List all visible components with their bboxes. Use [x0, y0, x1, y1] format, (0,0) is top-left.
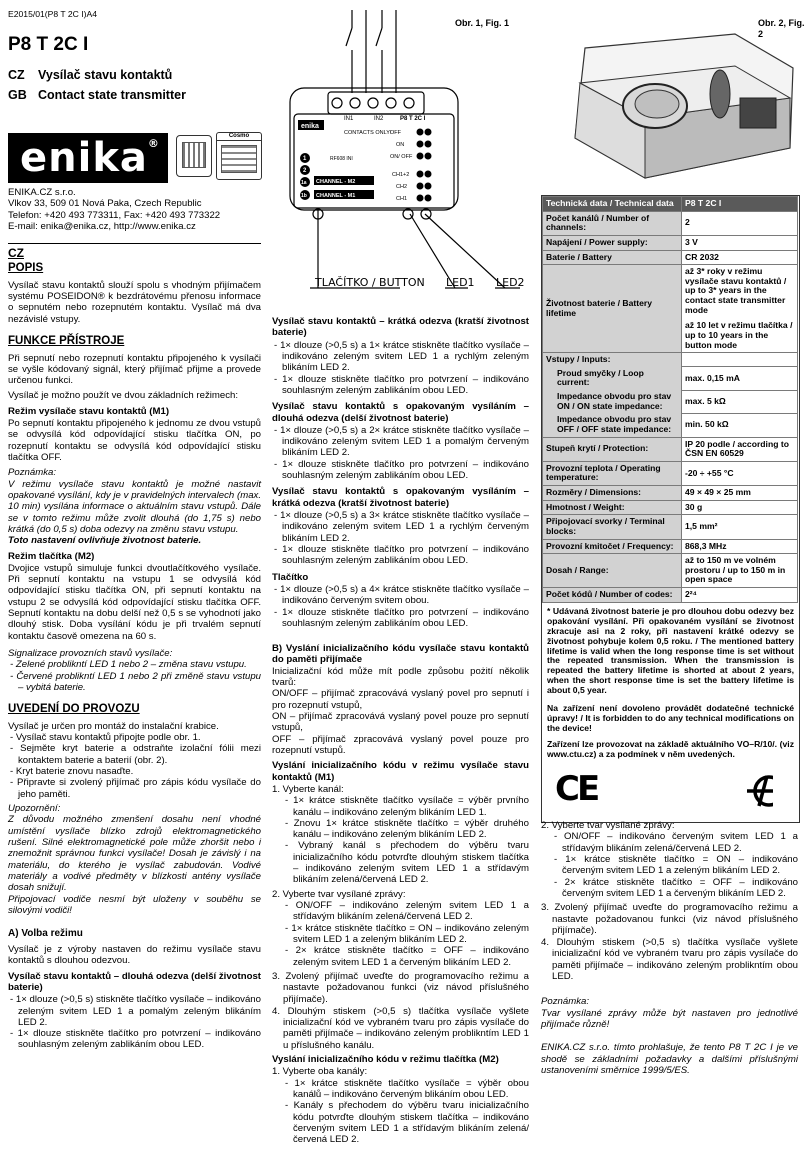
section-divider: [8, 243, 261, 244]
spec-value: -20 ÷ +55 °C: [682, 461, 798, 485]
m1-heading: Režim vysílače stavu kontaktů (M1): [8, 405, 170, 417]
enika-logo: enika®: [8, 133, 168, 183]
popis-heading: POPIS: [8, 262, 44, 275]
fig1-ch-m1: CHANNEL - M1: [316, 193, 356, 199]
product-title: P8 T 2C I: [8, 34, 89, 55]
warning-heading: Upozornění:: [8, 803, 61, 815]
fig1-off: OFF: [390, 130, 401, 136]
spec-value-line: až 3* roky v režimu vysílače stavu kontaktů / up to 3* years in the contact state transmitter mode: [685, 266, 787, 315]
list-item: - 1× krátce stiskněte tlačítko vysílače = výběr prvního kanálu – indikováno zeleným blikáním LED 1.: [283, 795, 529, 818]
init-m1-heading: Vyslání inicializačního kódu v režimu vysílače stavu kontaktů (M1): [272, 760, 529, 783]
declaration: ENIKA.CZ s.r.o. tímto prohlašuje, že tento P8 T 2C I je ve shodě se základními požadavky a dalšími příslušnými ustanoveními směrnice 1999/5/ES.: [541, 1042, 798, 1076]
list-item: - Vysílač stavu kontaktů připojte podle obr. 1.: [8, 732, 261, 743]
note2-heading: Poznámka:: [541, 996, 589, 1008]
spec-value: [682, 353, 798, 367]
spec-key: Stupeň krytí / Protection:: [543, 437, 682, 461]
list-item: - Sejměte kryt baterie a odstraňte izolační fólii mezi kontaktem baterie a baterií (obr. 2).: [8, 743, 261, 766]
spec-key: Impedance obvodu pro stav OFF / OFF state impedance:: [543, 413, 682, 437]
step-4: 4. Dlouhým stiskem (>0,5 s) tlačítka vysílače vyšlete inicializační kód ve vybraném tvaru pro zápis vysílače do paměti přijímače – indikováno zeleným problikntím LED 1 u příslušného kanálu.: [272, 1005, 529, 1051]
wireless-class-icon: [743, 774, 791, 808]
spec-notes: [542, 603, 799, 823]
spec-value: max. 5 kΩ: [682, 390, 798, 413]
fig1-ch2: CH2: [396, 184, 408, 190]
ctu-note: Zařízení lze provozovat na základě aktuálního VO–R/10/. (viz www.ctu.cz) a za podmínek v něm uvedených.: [547, 739, 794, 760]
list-item: - 1× krátce stiskněte tlačítko = ON – indikováno zeleným svitem LED 1 a zeleným blikáním LED 2.: [283, 923, 529, 946]
list-item: - ON/OFF – indikováno zeleným svitem LED 1 a střídavým blikáním zelená/červená LED 2.: [283, 900, 529, 923]
signal-heading: Signalizace provozních stavů vysílače:: [8, 648, 173, 660]
column-2: [272, 313, 529, 1149]
fig1-led2: LED2: [496, 276, 525, 289]
company-email: E-mail: enika@enika.cz, http://www.enika.cz: [8, 220, 196, 232]
long-response-heading: Vysílač stavu kontaktů – dlouhá odezva (delší životnost baterie): [8, 970, 261, 993]
warning-text: Z důvodu možného zmenšení dosahu není vhodné umístění vysílače blízko zdrojů elektromagnetického rušení. Silné elektromagnetické pole může zhoršit nebo i znemožnit správnou funkci vysílače! Dosah je závislý i na materiálu, do kterého je vysílač zabudován. Vodivé materiály a vodivé předměty v blízkosti antény vysílače dosah snižují.: [8, 814, 261, 894]
init-onoff: ON/OFF – přijímač zpracovává vyslaný povel pro sepnutí i pro rozepnutí vstupů,: [272, 688, 529, 711]
spec-value: 1,5 mm²: [682, 515, 798, 539]
cz-heading: CZ: [8, 246, 24, 260]
wiring-diagram: [270, 8, 530, 298]
fig1-in2: IN2: [374, 116, 384, 122]
init-m2-heading: Vyslání inicializačního kódu v režimu tlačítka (M2): [272, 1054, 499, 1066]
note2-text: Tvar vysílané zprávy může být nastaven pro jednotlivé přijímače různě!: [541, 1007, 798, 1030]
fig1-button-label: TLAČÍTKO / BUTTON: [315, 276, 425, 289]
step-3: 3. Zvolený přijímač uveďte do programovacího režimu a nastavte požadovanou funkci (viz návod příslušného přijímače).: [272, 970, 529, 1005]
step-2-list: [272, 900, 529, 968]
repeat-long-heading: Vysílač stavu kontaktů s opakovaným vysíláním – dlouhá odezva (delší životnost baterie): [272, 401, 529, 424]
short-response-list: [272, 340, 529, 397]
list-item: - ON/OFF – indikováno červeným svitem LED 1 a střídavým blikáním zelená/červená LED 2.: [552, 831, 798, 854]
fig1-rf: RF608 INI: [330, 156, 353, 162]
step-1-list: [272, 795, 529, 886]
uvedeni-list: [8, 732, 261, 800]
battery-photo: [545, 28, 800, 193]
company-block: [8, 187, 263, 232]
note-bold: Toto nastavení ovlivňuje životnost baterie.: [8, 535, 202, 547]
spec-value: až to 150 m ve volném prostoru / up to 150 m in open space: [682, 554, 798, 588]
spec-value: IP 20 podle / according to ČSN EN 60529: [682, 437, 798, 461]
list-item: - 1× krátce stiskněte tlačítko vysílače = výběr obou kanálů – indikováno červeným blikáním obou LED.: [283, 1078, 529, 1101]
company-name: ENIKA.CZ s.r.o.: [8, 187, 76, 198]
list-item: - 1× dlouze stiskněte tlačítko pro potvrzení – indikováno souhlasným zeleným zablikáním obou LED.: [8, 1028, 261, 1051]
note-text: V režimu vysílače stavu kontaktů je možné nastavit opakované vysílání, kdy je v pravidelných intervalech (max. 10 min) vysílána informace o aktuálním stavu vstupů. Dále se v tomto režimu může zvolit dlouhá (do 1,75 s) nebo krátká (do 0,5 s) doba odezvy na změnu stavu vstupu.: [8, 478, 261, 535]
list-item: - 1× dlouze stiskněte tlačítko pro potvrzení – indikováno souhlasným zeleným zablikáním obou LED.: [272, 544, 529, 567]
spec-key: Připojovací svorky / Terminal blocks:: [543, 515, 682, 539]
m2-step-2-list: [541, 831, 798, 899]
list-item: - 1× dlouze (>0,5 s) a 4× krátce stiskněte tlačítko vysílače – indikováno červeným svitem obou.: [272, 584, 529, 607]
repeat-short-list: [272, 510, 529, 567]
spec-value: 49 × 49 × 25 mm: [682, 486, 798, 501]
m2-step-1-list: [272, 1078, 529, 1146]
list-item: - 1× dlouze (>0,5 s) a 1× krátce stiskněte tlačítko vysílače – indikováno zeleným svitem LED 1 a rychlým zeleným blikáním LED 2.: [272, 340, 529, 374]
uvedeni-heading: UVEDENÍ DO PROVOZU: [8, 703, 140, 716]
spec-key: Napájení / Power supply:: [543, 235, 682, 250]
spec-table: [542, 196, 798, 603]
funkce-text-2: Vysílač je možno použít ve dvou základních režimech:: [8, 390, 239, 402]
step-2: 2. Vyberte tvar vysílané zprávy:: [272, 888, 406, 900]
fig1-n2: 2: [303, 168, 307, 174]
funkce-heading: FUNKCE PŘÍSTROJE: [8, 334, 125, 347]
short-response-heading: Vysílač stavu kontaktů – krátká odezva (kratší životnost baterie): [272, 316, 529, 339]
spec-value: 30 g: [682, 500, 798, 515]
list-item: - Kryt baterie znovu nasaďte.: [8, 766, 261, 777]
spec-value: 2²⁴: [682, 588, 798, 603]
list-item: - Znovu 1× krátce stiskněte tlačítko = výběr druhého kanálu – indikováno zeleným blikáním LED 2.: [283, 818, 529, 841]
spec-key: Rozměry / Dimensions:: [543, 486, 682, 501]
list-item: - Červené problikntí LED 1 nebo 2 při změně stavu vstupu – vybitá baterie.: [8, 671, 261, 694]
m2-text: Dvojice vstupů simuluje funkci dvoutlačítkového vysílače. Při sepnutí kontaktu na vstupu 1 se odvysílá kód odpovídající stisku tlačítka ON, při sepnutí kontaktu na vstupu 2 se odvysílá kód odpovídající stisku tlačítka OFF. Sepnutí kontaktu na dobu delší než 0,5 s se vyhodnotí jako dlouhý stisk. Doba vysílání kódu je při trvalém sepnutí kontaktu časově omezena na 60 s.: [8, 562, 261, 642]
init-code-text: Inicializační kód může mít podle způsobu pożití několik tvarů:: [272, 665, 529, 689]
fig1-brand: enika: [301, 123, 319, 130]
popis-text: Vysílač stavu kontaktů slouží spolu s vhodným přijímačem systému POSEIDON® k bezdrátovému přenosu informace o sepnutém nebo rozepnutém kontaktu. Vysílač má dva nezávislé vstupy.: [8, 279, 261, 325]
title-gb: Contact state transmitter: [38, 88, 186, 102]
warning-text-2: Připojovací vodiče nesmí být uloženy v souběhu se silovými vodiči!: [8, 893, 261, 916]
uvedeni-text: Vysílač je určen pro montáž do instalační krabice.: [8, 720, 219, 732]
ce-mark-icon: CE: [555, 769, 598, 810]
list-item: - 2× krátce stiskněte tlačítko = OFF – indikováno červeným svitem LED 1 a červeným blikáním LED 2.: [552, 877, 798, 900]
battery-note: * Udávaná životnost baterie je pro dlouhou dobu odezvy bez opakování vysílání. Při opakovaném vysílání se životnost zkracuje asi na 2 roky, při nastavení krátké odezvy se životnost pohybuje kolem 0,5 roku. / The mentioned battery lifetime is valid when the long response time is set without the repeated transmission. When the transmission is repeated the battery lifetime is shorted at about 2 years, when the short response time is set the battery lifetime is about 0,5 year.: [547, 605, 794, 696]
device-side-icon: Cosmo: [216, 132, 262, 180]
m1-text: Po sepnutí kontaktu připojeného k jednomu ze dvou vstupů se odvysílá kód odpovídající stisku tlačítka ON, po rozepnutí kontaktu se odvysílá kód odpovídající stisku tlačítka OFF.: [8, 418, 261, 464]
spec-key: Hmotnost / Weight:: [543, 500, 682, 515]
spec-key: Provozní kmitočet / Frequency:: [543, 539, 682, 554]
fig1-on: ON: [396, 142, 405, 148]
fig1-n1: 1: [303, 156, 307, 162]
funkce-text-1: Při sepnutí nebo rozepnutí kontaktu připojeného k vysílači se vyšle kódovaný signál, který přijímač přijme a provede určenou funkci.: [8, 352, 261, 387]
spec-key: Impedance obvodu pro stav ON / ON state impedance:: [543, 390, 682, 413]
spec-key: Životnost baterie / Battery lifetime: [543, 265, 682, 353]
button-mode-heading: Tlačítko: [272, 571, 309, 583]
step-1: 1. Vyberte kanál:: [272, 783, 344, 795]
marks-row: [547, 764, 794, 818]
spec-key: Dosah / Range:: [543, 554, 682, 588]
column-1: [8, 246, 261, 1054]
spec-value: CR 2032: [682, 250, 798, 265]
list-item: - 1× dlouze (>0,5 s) a 3× krátce stiskněte tlačítko vysílače – indikováno zeleným svitem LED 1 a rychlým červeným blikáním LED 2.: [272, 510, 529, 544]
fig1-in1: IN1: [344, 116, 354, 122]
fig1-caption: Obr. 1, Fig. 1: [455, 18, 510, 28]
list-item: - 1× dlouze stiskněte tlačítko pro potvrzení – indikováno souhlasným zeleným zablikáním obou LED.: [272, 459, 529, 482]
long-response-list: [8, 994, 261, 1051]
list-item: - Zelené problikntí LED 1 nebo 2 – změna stavu vstupu.: [8, 659, 261, 670]
volba-text: Vysílač je z výroby nastaven do režimu vysílače stavu kontaktů s dlouhou odezvou.: [8, 943, 261, 967]
fig1-onoff: ON/ OFF: [390, 154, 413, 160]
m2-step-4: 4. Dlouhým stiskem (>0,5 s) tlačítka vysílače vyšlete inicializační kód ve vybraném tvaru pro zápis vysílače do paměti přijímače – indikováno zeleným problikntím obou LED.: [541, 937, 798, 983]
lang-cz: CZ: [8, 68, 25, 82]
list-item: - Kanály s přechodem do výběru tvaru inicializačního kódu potvrďte dlouhým stiskem tlačítka – indikováno červeným svitem LED 1 a střídavým blikáním zelená/červená LED 2.: [283, 1100, 529, 1145]
spec-value: min. 50 kΩ: [682, 413, 798, 437]
spec-panel: [541, 195, 800, 823]
spec-key: Vstupy / Inputs:: [543, 353, 682, 367]
spec-value: 868,3 MHz: [682, 539, 798, 554]
list-item: - 1× dlouze (>0,5 s) stiskněte tlačítko vysílače – indikováno zeleným svitem LED 1 a pomalým zeleným blikáním LED 2.: [8, 994, 261, 1028]
fig1-ch1: CH1: [396, 196, 408, 202]
fig1-ch12: CH1+2: [392, 172, 410, 178]
m2-step-2: 2. Vyberte tvar vysílané zprávy:: [541, 820, 675, 831]
spec-value: [682, 265, 798, 353]
doc-code: E2015/01(P8 T 2C I)A4: [8, 9, 98, 19]
fig1-n1a: 1a: [301, 180, 307, 186]
spec-value: 3 V: [682, 235, 798, 250]
list-item: - Připravte si zvolený přijímač pro zápis kódu vysílače do jeho paměti.: [8, 777, 261, 800]
fig1-model: P8 T 2C I: [400, 116, 426, 122]
spec-key: Provozní teplota / Operating temperature:: [543, 461, 682, 485]
modification-warning: Na zařízení není dovoleno provádět dodatečné technické úpravy! / It is forbidden to do any technical modifications on the device!: [547, 703, 794, 734]
company-address: Vlkov 33, 509 01 Nová Paka, Czech Republic: [8, 198, 202, 210]
spec-key: Počet kódů / Number of codes:: [543, 588, 682, 603]
fig1-ch-m2: CHANNEL - M2: [316, 179, 356, 185]
list-item: - 1× dlouze stiskněte tlačítko pro potvrzení – indikováno souhlasným zeleným zablikáním obou LED.: [272, 607, 529, 630]
lang-gb: GB: [8, 88, 27, 102]
spec-key: Počet kanálů / Number of channels:: [543, 211, 682, 235]
fig1-contacts: CONTACTS ONLY!: [344, 130, 392, 136]
init-off: OFF – přijímač zpracovává vyslaný povel pouze pro rozepnutí vstupů.: [272, 733, 529, 756]
init-on: ON – přijímač zpracovává vyslaný povel pouze pro sepnutí vstupů,: [272, 711, 529, 734]
spec-key: Baterie / Battery: [543, 250, 682, 265]
fig2-caption: Obr. 2, Fig. 2: [758, 18, 805, 39]
button-mode-list: [272, 584, 529, 629]
volba-heading: A) Volba režimu: [8, 928, 83, 940]
device-front-icon: [176, 135, 212, 177]
m2-step-1: 1. Vyberte oba kanály:: [272, 1066, 368, 1078]
list-item: - 1× krátce stiskněte tlačítko = ON – indikováno červeným svitem LED 1 a zeleným blikáním LED 2.: [552, 854, 798, 877]
spec-value: 2: [682, 211, 798, 235]
init-code-heading: B) Vyslání inicializačního kódu vysílače stavu kontaktů do paměti přijímače: [272, 643, 529, 666]
list-item: - 1× dlouze stiskněte tlačítko pro potvrzení – indikováno souhlasným zeleným zablikáním obou LED.: [272, 374, 529, 397]
company-phone: Telefon: +420 493 773311, Fax: +420 493 773322: [8, 209, 221, 221]
spec-key: Proud smyčky / Loop current:: [543, 367, 682, 390]
list-item: - Vybraný kanál s přechodem do výběru tvaru inicializačního kódu potvrďte dlouhým stiskem tlačítka – indikováno zeleným svitem LED 1 a střídavým blikáním zelená/červená LED 2.: [283, 840, 529, 885]
list-item: - 2× krátce stiskněte tlačítko = OFF – indikováno zeleným svitem LED 1 a červeným blikáním LED 2.: [283, 945, 529, 968]
spec-header-value: P8 T 2C I: [682, 197, 798, 212]
spec-value-line: až 10 let v režimu tlačítka / up to 10 years in the button mode: [685, 320, 793, 350]
repeat-long-list: [272, 425, 529, 482]
fig1-led1: LED1: [446, 276, 475, 289]
title-cz: Vysílač stavu kontaktů: [38, 68, 173, 82]
column-3-bottom: [541, 820, 798, 1080]
spec-header-key: Technická data / Technical data: [543, 197, 682, 212]
m2-step-3: 3. Zvolený přijímač uveďte do programovacího režimu a nastavte požadovanou funkci (viz návod příslušného přijímače).: [541, 902, 798, 936]
signal-list: [8, 659, 261, 693]
fig1-n1b: 1b: [301, 193, 307, 199]
spec-value: max. 0,15 mA: [682, 367, 798, 390]
note-heading: Poznámka:: [8, 467, 56, 479]
list-item: - 1× dlouze (>0,5 s) a 2× krátce stiskněte tlačítko vysílače – indikováno zeleným svitem LED 1 a pomalým červeným blikáním LED 2.: [272, 425, 529, 459]
m2-heading: Režim tlačítka (M2): [8, 550, 95, 562]
repeat-short-heading: Vysílač stavu kontaktů s opakovaným vysíláním – krátká odezva (kratší životnost baterie): [272, 486, 529, 509]
